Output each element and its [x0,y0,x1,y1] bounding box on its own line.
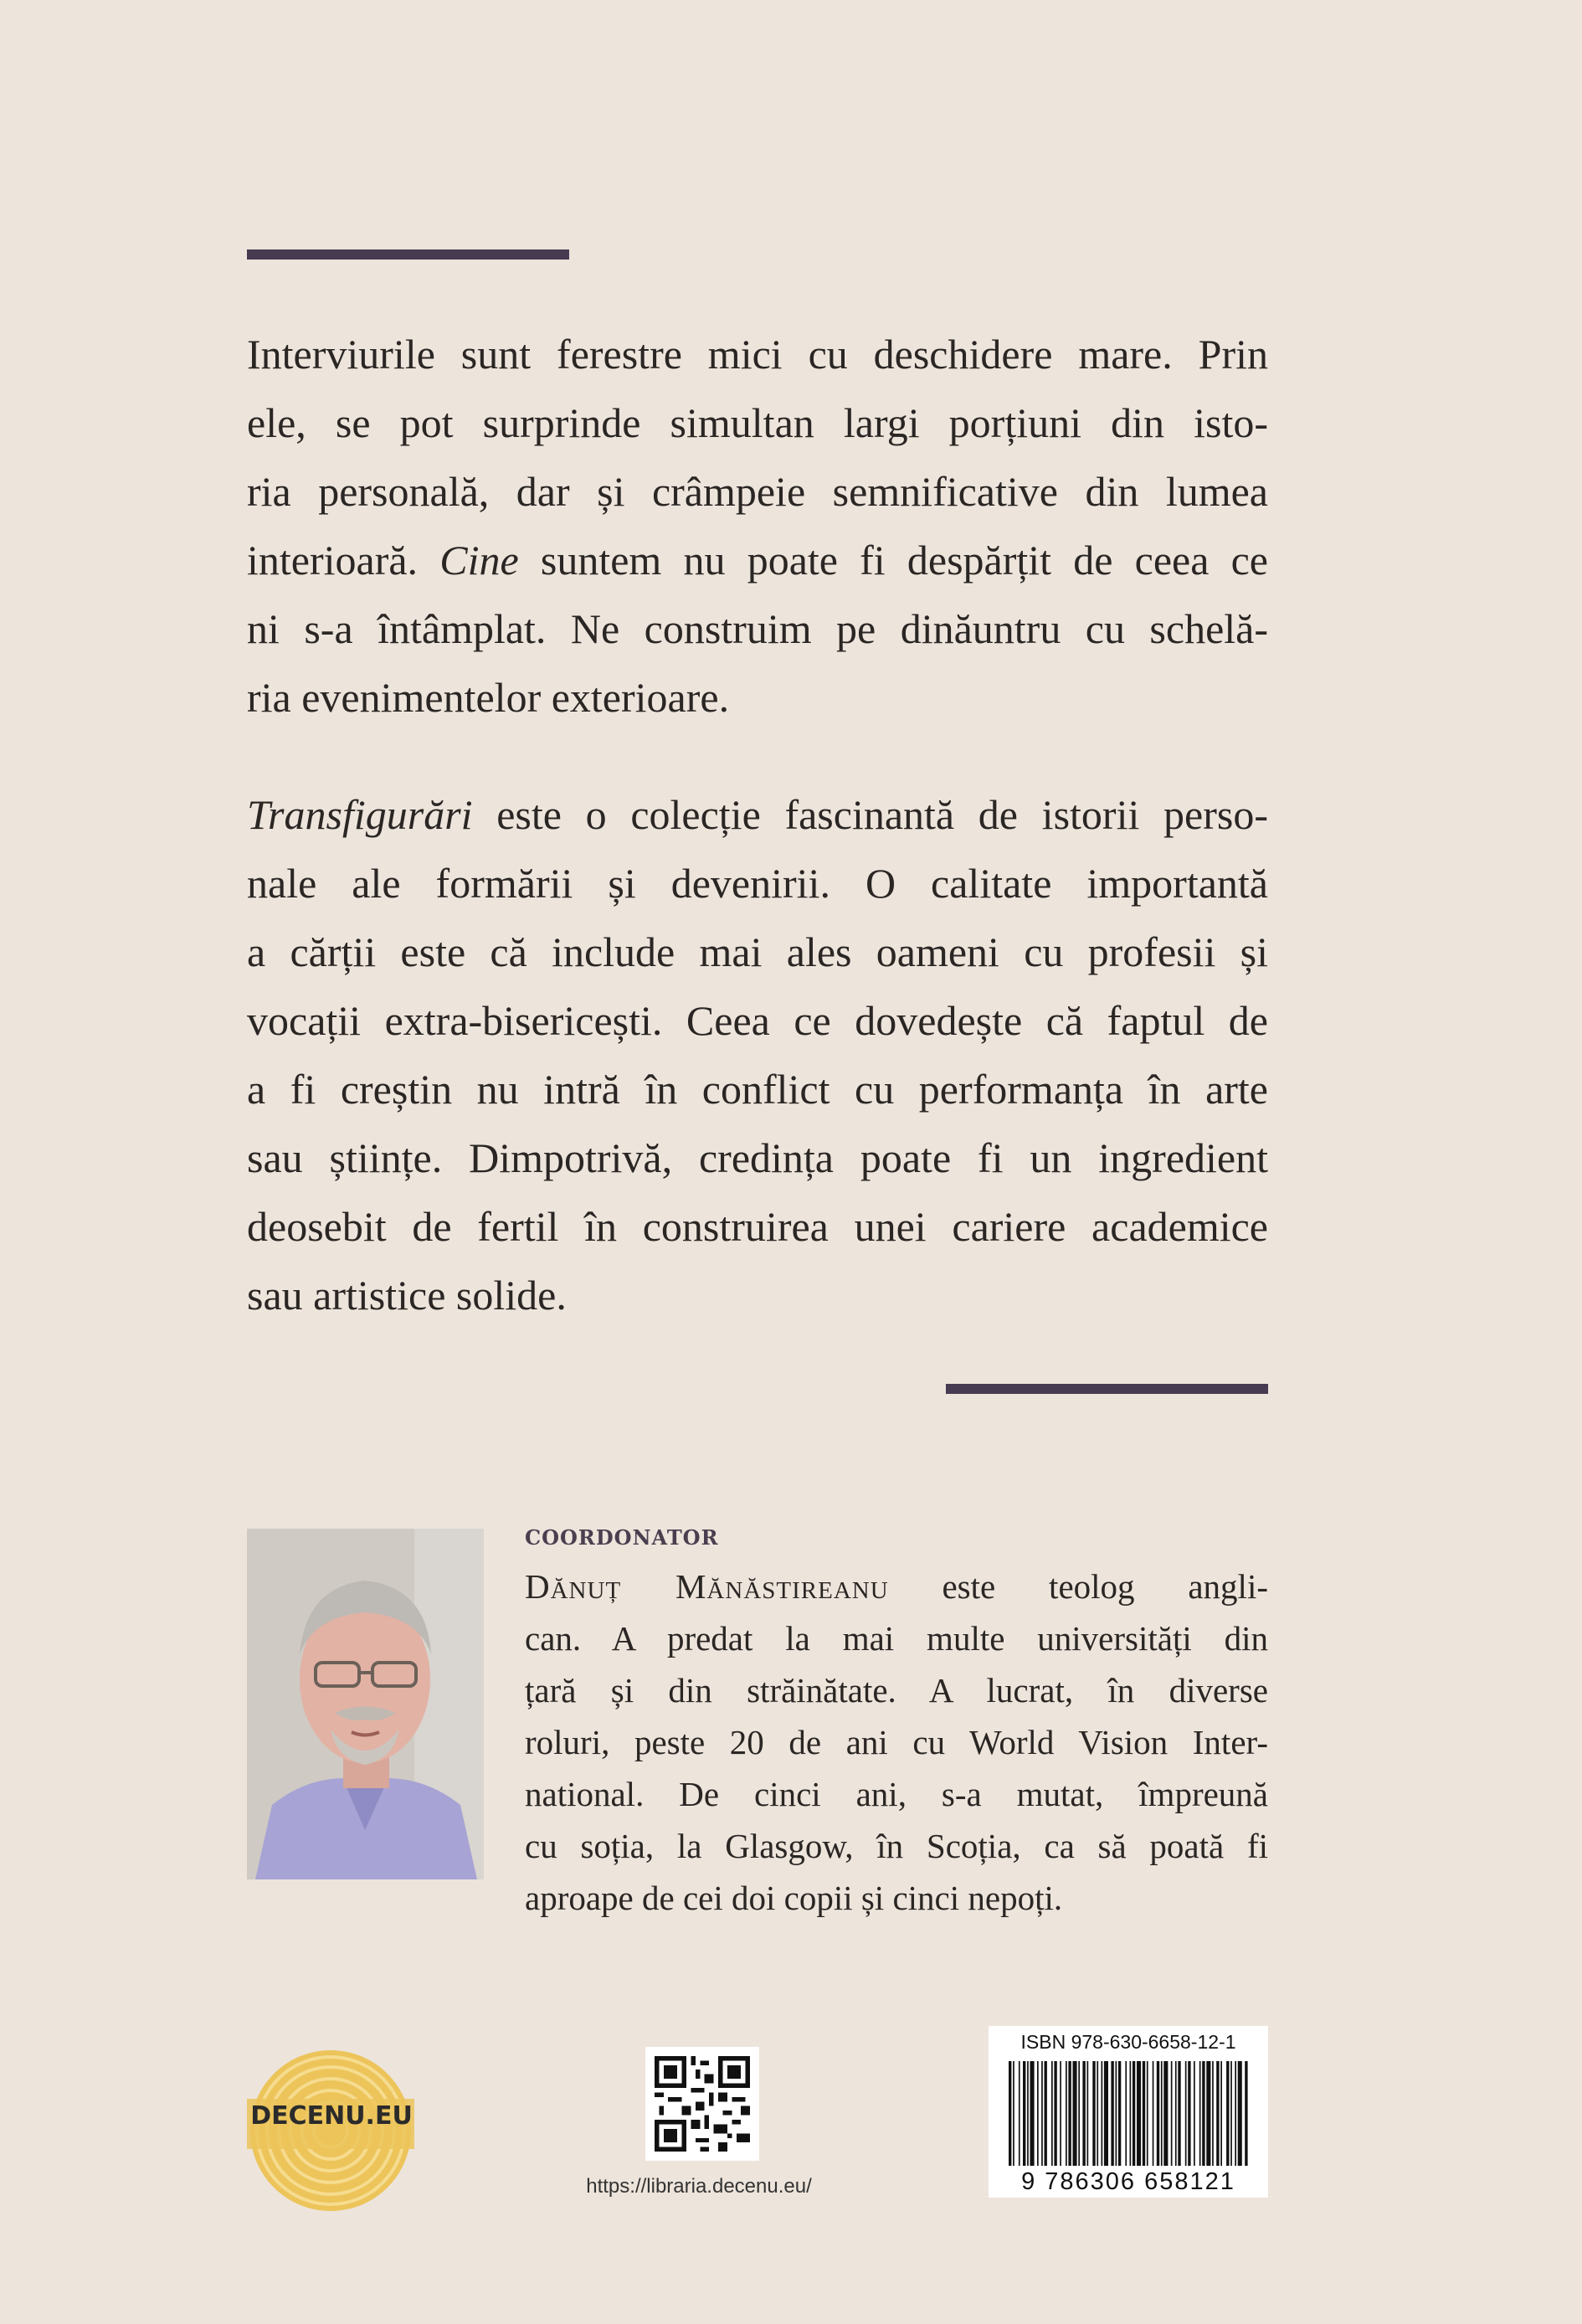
barcode-bar [1171,2061,1173,2166]
blurb-line [247,780,1268,849]
blurb-line: sau științe. Dimpotrivă, credința poate fi un ingredient [247,1134,1268,1181]
bio-line: aproape de cei doi copii și cinci nepoți. [525,1879,1063,1917]
barcode-bar [1245,2061,1247,2166]
barcode-bar [1045,2061,1047,2166]
barcode-bar [1104,2061,1108,2166]
barcode-bar [1092,2061,1095,2166]
italic-word: Cine [439,537,519,584]
blurb-line: a fi creștin nu intră în conflict cu performanța în arte [247,1066,1268,1113]
bio-line [525,1560,1268,1612]
barcode-bar [1116,2061,1117,2166]
barcode-bar [1068,2061,1071,2166]
blurb-line: ele, se pot surprinde simultan largi porțiuni din isto- [247,399,1268,446]
bio-line: roluri, peste 20 de ani cu World Vision Inter- [525,1723,1268,1761]
author-bio [525,1560,1268,1924]
barcode-bar [1027,2061,1029,2166]
barcode-bar [1051,2061,1053,2166]
blurb-line: ni s-a întâmplat. Ne construim pe dinăuntru cu schelă- [247,605,1268,652]
barcode-bar [1073,2061,1077,2166]
isbn-digits: 9 786306 658121 [1021,2168,1235,2195]
blurb-line: ria evenimentelor exterioare. [247,674,730,721]
barcode-bar [1118,2061,1121,2166]
text-fragment: este o colecție fascinantă de istorii perso- [472,791,1268,838]
blurb-line: ria personală, dar și crâmpeie semnificative din lumea [247,468,1268,515]
barcode-bar [1226,2061,1229,2166]
barcode-bar [1153,2061,1154,2166]
barcode-bar [1212,2061,1214,2166]
barcode-bar [1023,2061,1025,2166]
barcode-bar [1163,2061,1168,2166]
barcode-bar [1147,2061,1148,2166]
barcode-bar [1188,2061,1190,2166]
barcode-bar [1194,2061,1195,2166]
publisher-logo-text: DECENU.EU [250,2101,413,2131]
barcode-bar [1097,2061,1098,2166]
bio-line: national. De cinci ani, s-a mutat, împreună [525,1775,1268,1813]
text-fragment: suntem nu poate fi despărțit de ceea ce [518,537,1268,584]
barcode-bar [1111,2061,1113,2166]
blurb-line: nale ale formării și devenirii. O calitate importantă [247,860,1268,907]
barcode-bar [1143,2061,1145,2166]
barcode-bar [1130,2061,1132,2166]
barcode-bar [1235,2061,1236,2166]
barcode-bar [1175,2061,1177,2166]
barcode-bar [1060,2061,1061,2166]
blurb-line: a cărții este că include mai ales oameni cu profesii și [247,928,1268,975]
qr-code-icon[interactable] [645,2047,759,2161]
barcode-bar [1087,2061,1089,2166]
isbn-label: ISBN 978-630-6658-12-1 [1020,2031,1236,2053]
barcode-bar [1013,2061,1014,2166]
barcode-bar [1019,2061,1020,2166]
barcode-bar [1030,2061,1035,2166]
blurb-line: deosebit de fertil în construirea unei cariere academice [247,1203,1268,1250]
barcode-bar [1082,2061,1085,2166]
blurb-line [247,526,1268,594]
book-title-italic: Transfigurări [247,791,473,838]
barcode-bar [1078,2061,1080,2166]
author-portrait [247,1529,484,1879]
blurb-line: Interviurile sunt ferestre mici cu deschidere mare. Prin [247,331,1268,378]
bio-line: țară și din străinătate. A lucrat, în diverse [525,1671,1268,1710]
fingerprint-icon [247,2047,414,2214]
barcode-icon [1007,2061,1250,2166]
barcode-bar [1202,2061,1204,2166]
barcode-bar [1206,2061,1210,2166]
barcode-bar [1238,2061,1242,2166]
publisher-url[interactable]: https://libraria.decenu.eu/ [586,2175,812,2198]
blurb-paragraph-2 [247,780,1268,1329]
barcode-bar [1009,2061,1011,2166]
barcode-bar [1220,2061,1222,2166]
isbn-block [989,2026,1268,2198]
barcode-bar [1041,2061,1043,2166]
barcode-bar [1178,2061,1180,2166]
barcode-bar [1037,2061,1039,2166]
barcode-bar [1125,2061,1127,2166]
blurb-line: vocații extra-bisericești. Ceea ce dovedește că faptul de [247,997,1268,1044]
barcode-bar [1157,2061,1159,2166]
bio-line: cu soția, la Glasgow, în Scoția, ca să poată fi [525,1827,1268,1865]
barcode-bar [1133,2061,1135,2166]
bottom-divider [946,1384,1268,1394]
barcode-bar [1185,2061,1187,2166]
author-section-label: COORDONATOR [525,1525,719,1550]
barcode-bar [1066,2061,1067,2166]
barcode-bar [1199,2061,1201,2166]
barcode-bar [1161,2061,1163,2166]
bio-line: can. A predat la mai multe universități din [525,1619,1268,1658]
barcode-bar [1216,2061,1219,2166]
barcode-bar [1102,2061,1103,2166]
text-fragment: interioară. [247,537,440,584]
publisher-logo [247,2047,414,2214]
text-fragment: este teolog angli- [888,1567,1268,1606]
top-divider [247,249,569,260]
author-name: Dănuț Mănăstireanu [525,1567,889,1606]
barcode-bar [1137,2061,1141,2166]
blurb-line: sau artistice solide. [247,1272,567,1319]
barcode-bar [1230,2061,1232,2166]
barcode-bar [1054,2061,1056,2166]
blurb-paragraph-1 [247,320,1268,732]
